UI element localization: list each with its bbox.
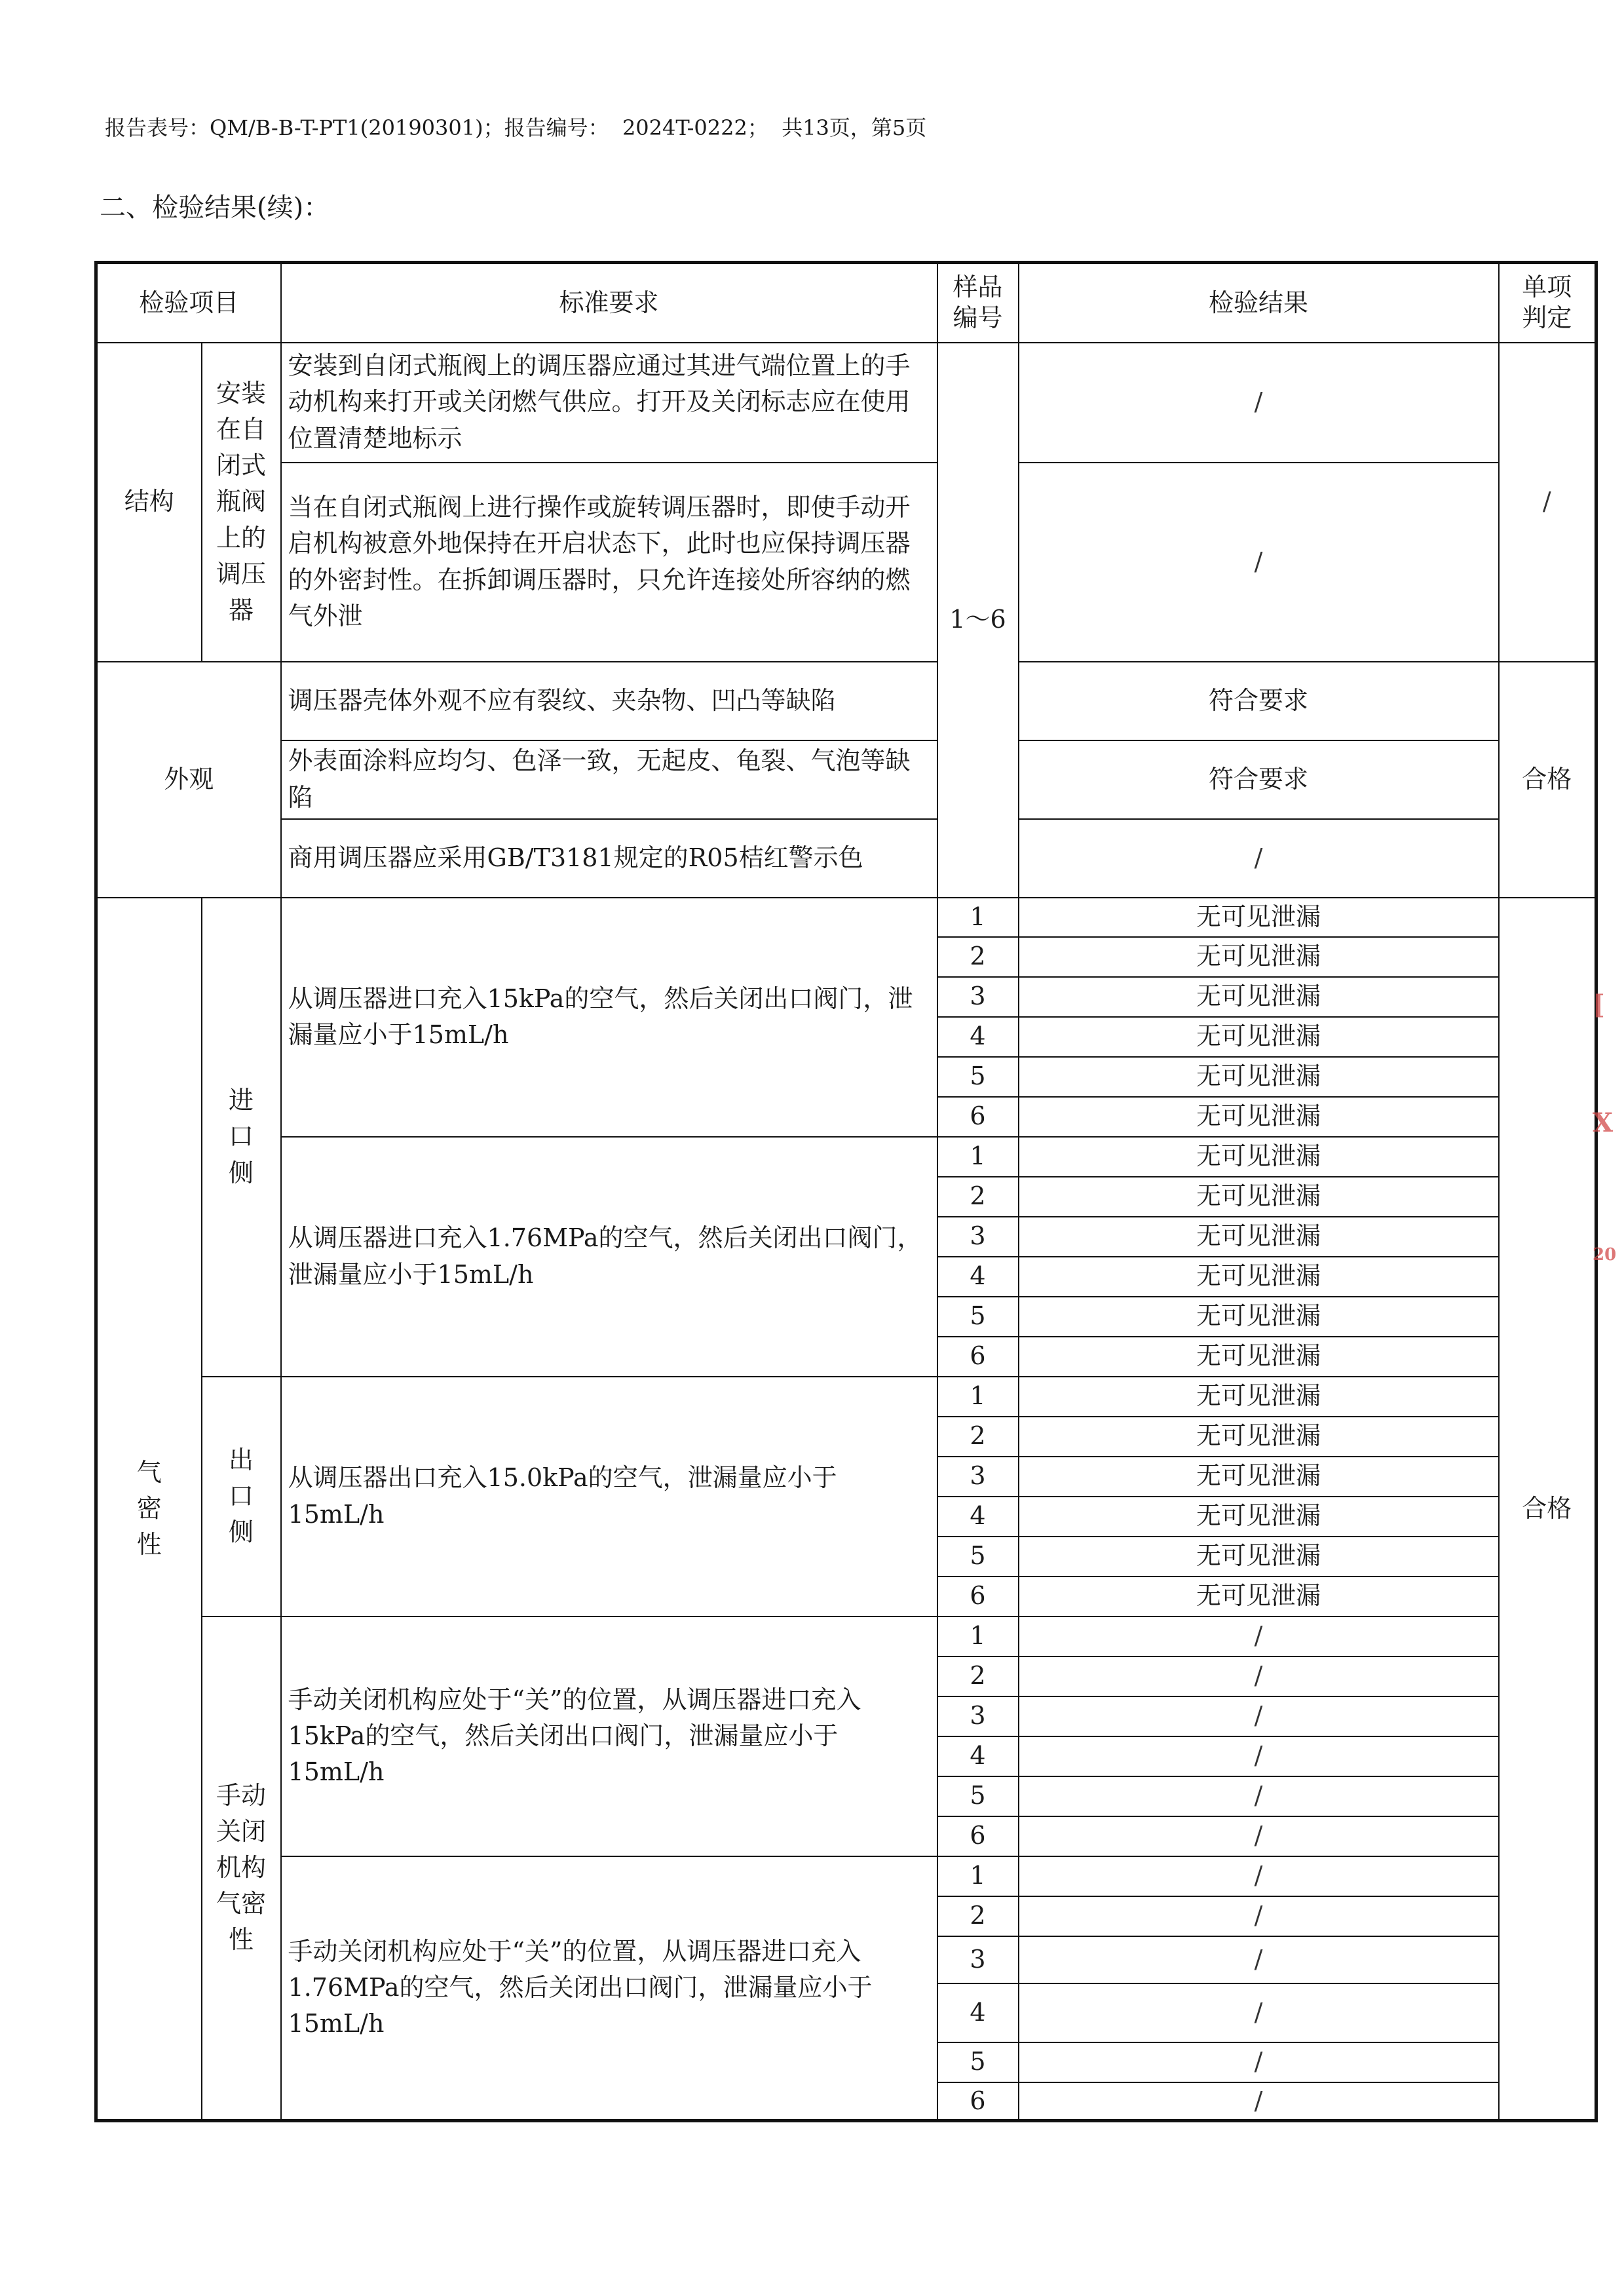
col-header-verdict: 单项判定 — [1499, 263, 1596, 343]
result-cell: / — [1019, 1776, 1499, 1816]
sample-range: 1～6 — [937, 343, 1019, 898]
category-airtightness: 气密性 — [96, 898, 202, 2121]
report-header: 报告表号：QM/B-B-T-PT1(20190301)；报告编号： 2024T-0222； 共13页，第5页 — [105, 115, 927, 140]
subcategory-self-closing-valve: 安装在自闭式瓶阀上的调压器 — [202, 343, 281, 662]
result-cell: / — [1019, 2082, 1499, 2121]
sample-number: 4 — [937, 1736, 1019, 1776]
standard-requirement: 商用调压器应采用GB/T3181规定的R05桔红警示色 — [281, 819, 937, 898]
category-structure: 结构 — [96, 343, 202, 662]
result-cell: / — [1019, 1983, 1499, 2042]
result-cell: 无可见泄漏 — [1019, 1377, 1499, 1417]
result-cell: 无可见泄漏 — [1019, 1137, 1499, 1177]
result-cell: / — [1019, 819, 1499, 898]
seal-mark: X — [1593, 1107, 1614, 1138]
standard-requirement: 从调压器出口充入15.0kPa的空气，泄漏量应小于15mL/h — [281, 1377, 937, 1617]
result-cell: / — [1019, 1696, 1499, 1736]
table-row — [96, 463, 1596, 662]
standard-requirement: 手动关闭机构应处于“关”的位置，从调压器进口充入15kPa的空气，然后关闭出口阀门，泄漏量应小于15mL/h — [281, 1617, 937, 1856]
sample-number: 6 — [937, 1577, 1019, 1617]
subcategory-side: 手动关闭机构气密性 — [202, 1617, 281, 2121]
standard-requirement: 从调压器进口充入15kPa的空气，然后关闭出口阀门，泄漏量应小于15mL/h — [281, 898, 937, 1137]
table-row — [96, 343, 1596, 463]
result-cell: / — [1019, 463, 1499, 662]
result-cell: 无可见泄漏 — [1019, 937, 1499, 977]
sample-number: 6 — [937, 1816, 1019, 1856]
result-cell: 无可见泄漏 — [1019, 1177, 1499, 1217]
standard-requirement: 调压器壳体外观不应有裂纹、夹杂物、凹凸等缺陷 — [281, 662, 937, 740]
result-cell: 无可见泄漏 — [1019, 977, 1499, 1017]
col-header-item: 检验项目 — [96, 263, 281, 343]
result-cell: 无可见泄漏 — [1019, 1257, 1499, 1297]
sample-number: 5 — [937, 2042, 1019, 2082]
col-header-sample-no: 样品编号 — [937, 263, 1019, 343]
sample-number: 1 — [937, 1137, 1019, 1177]
sample-number: 1 — [937, 898, 1019, 937]
sample-number: 4 — [937, 1017, 1019, 1057]
standard-requirement: 外表面涂料应均匀、色泽一致，无起皮、龟裂、气泡等缺陷 — [281, 740, 937, 819]
result-cell: 无可见泄漏 — [1019, 1297, 1499, 1337]
result-cell: 无可见泄漏 — [1019, 1097, 1499, 1137]
result-cell: 无可见泄漏 — [1019, 1017, 1499, 1057]
result-cell: 符合要求 — [1019, 740, 1499, 819]
result-cell: 无可见泄漏 — [1019, 1417, 1499, 1457]
result-cell: 符合要求 — [1019, 662, 1499, 740]
result-cell: / — [1019, 1816, 1499, 1856]
table-row — [96, 1377, 1596, 1417]
result-cell: 无可见泄漏 — [1019, 1057, 1499, 1097]
sample-number: 3 — [937, 1217, 1019, 1257]
seal-mark: 20 — [1593, 1245, 1617, 1265]
table-row — [96, 662, 1596, 740]
sample-number: 5 — [937, 1537, 1019, 1577]
table-row — [96, 1617, 1596, 1656]
verdict-structure: / — [1499, 343, 1596, 662]
standard-requirement: 安装到自闭式瓶阀上的调压器应通过其进气端位置上的手动机构来打开或关闭燃气供应。打开及关闭标志应在使用位置清楚地标示 — [281, 343, 937, 463]
standard-requirement: 从调压器进口充入1.76MPa的空气，然后关闭出口阀门，泄漏量应小于15mL/h — [281, 1137, 937, 1377]
result-cell: 无可见泄漏 — [1019, 898, 1499, 937]
result-cell: / — [1019, 343, 1499, 463]
verdict-appearance: 合格 — [1499, 662, 1596, 898]
sample-number: 3 — [937, 1936, 1019, 1983]
result-cell: / — [1019, 1896, 1499, 1936]
table-row — [96, 1856, 1596, 1896]
col-header-result: 检验结果 — [1019, 263, 1499, 343]
sample-number: 1 — [937, 1617, 1019, 1656]
sample-number: 4 — [937, 1257, 1019, 1297]
sample-number: 6 — [937, 1097, 1019, 1137]
sample-number: 4 — [937, 1497, 1019, 1537]
sample-number: 1 — [937, 1856, 1019, 1896]
table-header-row — [96, 263, 1596, 343]
sample-number: 5 — [937, 1776, 1019, 1816]
seal-mark: [ — [1593, 989, 1605, 1020]
sample-number: 2 — [937, 1656, 1019, 1696]
standard-requirement: 当在自闭式瓶阀上进行操作或旋转调压器时，即使手动开启机构被意外地保持在开启状态下，此时也应保持调压器的外密封性。在拆卸调压器时，只允许连接处所容纳的燃气外泄 — [281, 463, 937, 662]
result-cell: / — [1019, 1936, 1499, 1983]
result-cell: / — [1019, 1656, 1499, 1696]
result-cell: 无可见泄漏 — [1019, 1337, 1499, 1377]
sample-number: 3 — [937, 1696, 1019, 1736]
sample-number: 3 — [937, 1457, 1019, 1497]
result-cell: 无可见泄漏 — [1019, 1217, 1499, 1257]
subcategory-side: 出口侧 — [202, 1377, 281, 1617]
standard-requirement: 手动关闭机构应处于“关”的位置，从调压器进口充入1.76MPa的空气，然后关闭出口阀门，泄漏量应小于15mL/h — [281, 1856, 937, 2121]
table-row — [96, 1137, 1596, 1177]
sample-number: 6 — [937, 2082, 1019, 2121]
sample-number: 1 — [937, 1377, 1019, 1417]
sample-number: 5 — [937, 1057, 1019, 1097]
result-cell: 无可见泄漏 — [1019, 1497, 1499, 1537]
sample-number: 2 — [937, 937, 1019, 977]
result-cell: / — [1019, 1736, 1499, 1776]
sample-number: 6 — [937, 1337, 1019, 1377]
result-cell: / — [1019, 2042, 1499, 2082]
inspection-results-table — [94, 261, 1598, 2122]
result-cell: 无可见泄漏 — [1019, 1537, 1499, 1577]
sample-number: 2 — [937, 1177, 1019, 1217]
sample-number: 5 — [937, 1297, 1019, 1337]
sample-number: 2 — [937, 1896, 1019, 1936]
verdict-airtightness: 合格 — [1499, 898, 1596, 2121]
sample-number: 4 — [937, 1983, 1019, 2042]
table-row — [96, 819, 1596, 898]
section-title: 二、检验结果(续)： — [100, 193, 330, 223]
result-cell: 无可见泄漏 — [1019, 1457, 1499, 1497]
table-row — [96, 740, 1596, 819]
sample-number: 3 — [937, 977, 1019, 1017]
category-appearance: 外观 — [96, 662, 281, 898]
table-row — [96, 898, 1596, 937]
result-cell: 无可见泄漏 — [1019, 1577, 1499, 1617]
subcategory-side: 进口侧 — [202, 898, 281, 1377]
result-cell: / — [1019, 1617, 1499, 1656]
result-cell: / — [1019, 1856, 1499, 1896]
col-header-standard: 标准要求 — [281, 263, 937, 343]
sample-number: 2 — [937, 1417, 1019, 1457]
